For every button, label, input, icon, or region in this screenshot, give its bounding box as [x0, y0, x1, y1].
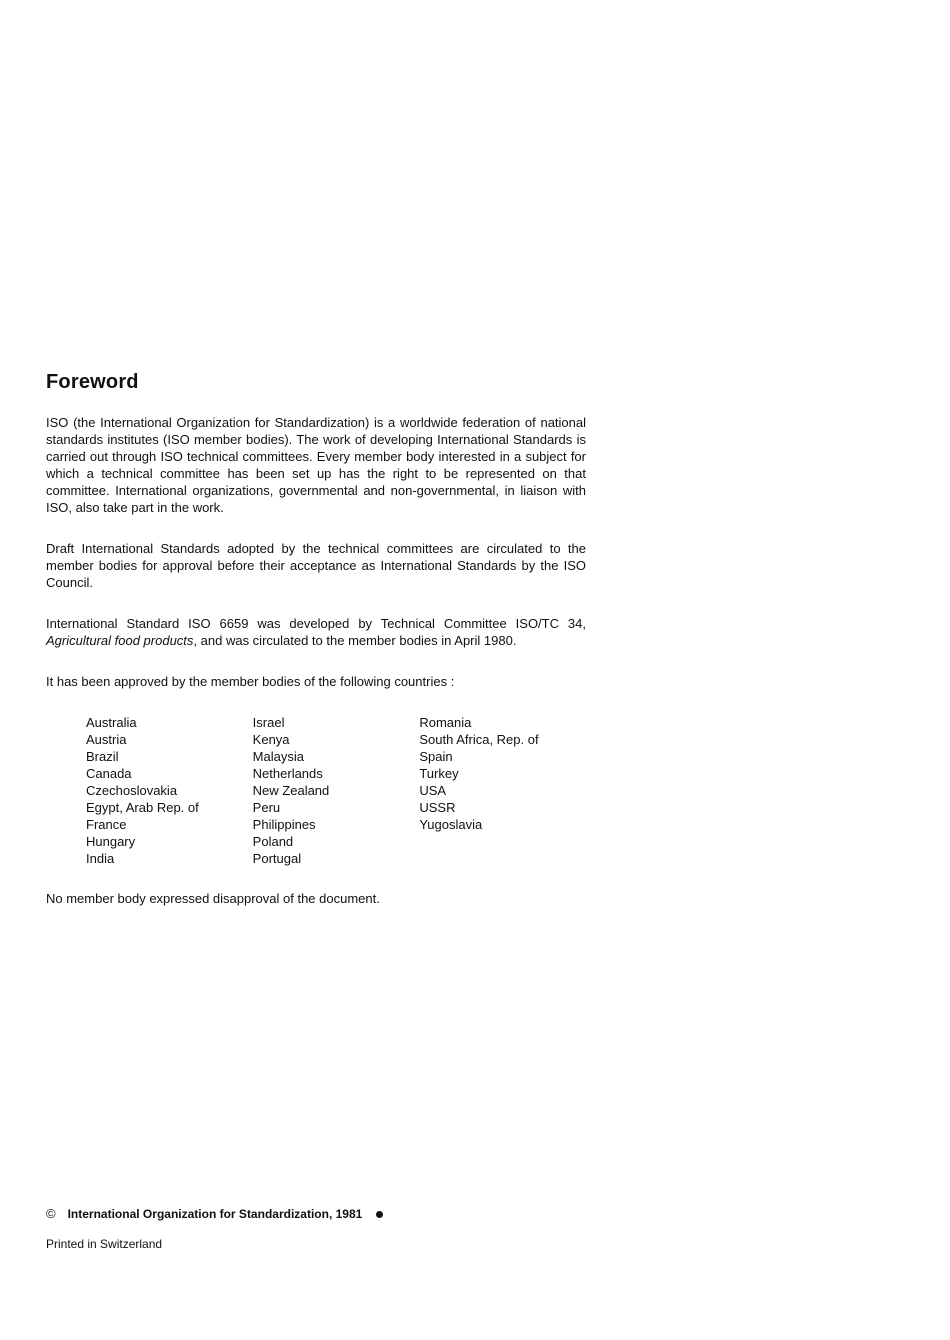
country-column-3	[419, 714, 586, 867]
country-column-2	[253, 714, 420, 867]
country-item: Portugal	[252, 851, 302, 866]
copyright-line	[46, 1206, 546, 1222]
page-title: Foreword	[46, 371, 139, 393]
country-item: Egypt, Arab Rep. of	[86, 800, 199, 815]
country-item: Kenya	[252, 732, 290, 747]
bullet-icon	[376, 1211, 383, 1218]
paragraph-draft-standards: Draft International Standards adopted by the technical committees are circulated to the member bodies for approval before their acceptance as International Standards by the ISO Council.	[46, 541, 586, 590]
paragraph-no-disapproval: No member body expressed disapproval of the document.	[46, 891, 380, 906]
country-item: Peru	[252, 800, 281, 815]
copyright-icon: ©	[46, 1206, 56, 1221]
country-item: Turkey	[419, 766, 459, 781]
country-item: Romania	[419, 715, 472, 730]
country-item: Austria	[86, 732, 127, 747]
copyright-text: International Organization for Standardization, 1981	[67, 1207, 363, 1221]
paragraph-standard-development	[46, 615, 586, 649]
country-list	[86, 714, 586, 867]
paragraph-standard-development-tail: , and was circulated to the member bodies in April 1980.	[193, 633, 517, 648]
printed-location: Printed in Switzerland	[46, 1237, 163, 1251]
country-item: South Africa, Rep. of	[419, 732, 539, 747]
country-item: New Zealand	[252, 783, 330, 798]
country-item: France	[86, 817, 127, 832]
paragraph-approval-intro: It has been approved by the member bodies of the following countries :	[46, 674, 455, 689]
country-item: Brazil	[86, 749, 119, 764]
foreword-section	[46, 369, 586, 907]
country-column-1	[86, 714, 253, 867]
country-item: Yugoslavia	[419, 817, 483, 832]
country-item: Israel	[252, 715, 285, 730]
country-item: Poland	[252, 834, 294, 849]
country-item: Spain	[419, 749, 453, 764]
country-item: USSR	[419, 800, 456, 815]
paragraph-iso-intro: ISO (the International Organization for Standardization) is a worldwide federation of national standards institutes (ISO member bodies). The work of developing International Standards is carried out through ISO technical committees. Every member body interested in a subject for which a technical committee has been set up has the right to be represented on that committee. International organizations, governmental and non-governmental, in liaison with ISO, also take part in the work.	[46, 415, 586, 515]
country-item: Australia	[86, 715, 137, 730]
country-item: Netherlands	[252, 766, 323, 781]
footer	[46, 1206, 546, 1252]
country-item: Malaysia	[252, 749, 304, 764]
country-item: Czechoslovakia	[86, 783, 178, 798]
country-item: India	[86, 851, 115, 866]
country-item: Hungary	[86, 834, 136, 849]
paragraph-standard-development-text: International Standard ISO 6659 was developed by Technical Committee ISO/TC 34,	[46, 616, 586, 631]
country-item: USA	[419, 783, 447, 798]
country-item: Philippines	[252, 817, 316, 832]
country-item: Canada	[86, 766, 132, 781]
committee-title: Agricultural food products	[46, 633, 194, 648]
